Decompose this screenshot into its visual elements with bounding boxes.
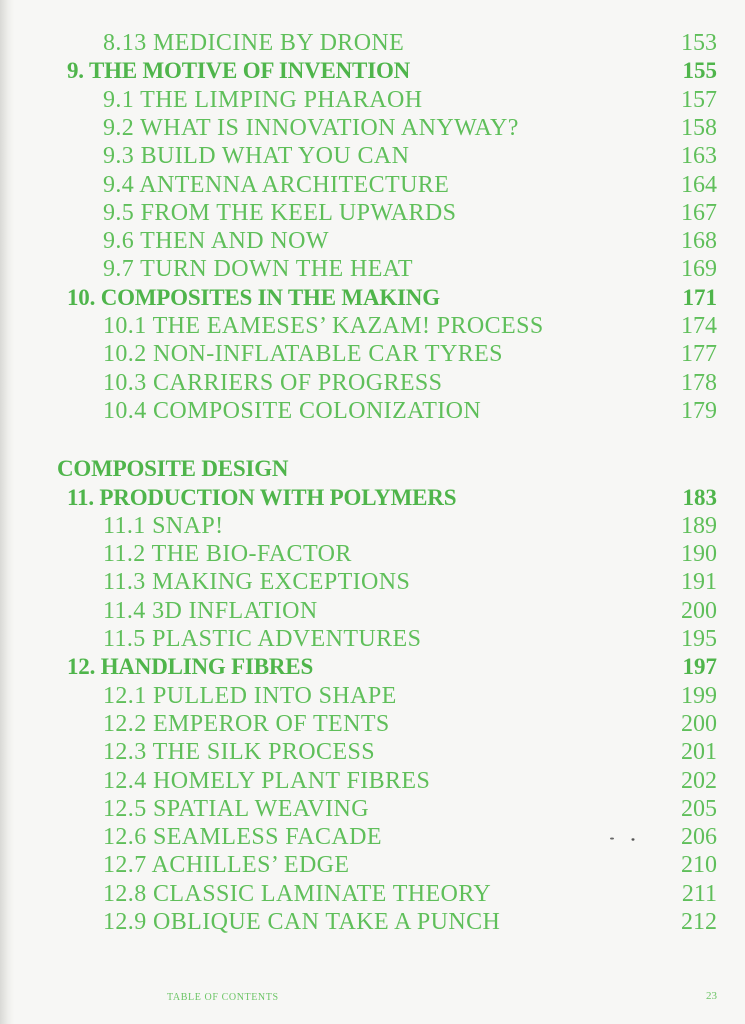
section-entry xyxy=(0,397,745,425)
entry-page-number: 157 xyxy=(681,86,717,113)
entry-title: 11.2 THE BIO-FACTOR xyxy=(103,541,352,568)
section-entry xyxy=(0,767,745,795)
section-entry xyxy=(0,255,745,283)
entry-title: 12.6 SEAMLESS FACADE xyxy=(103,824,382,851)
entry-title: 12.8 CLASSIC LAMINATE THEORY xyxy=(103,880,492,907)
entry-page-number: 164 xyxy=(681,171,717,198)
entry-page-number: 169 xyxy=(681,256,717,283)
entry-title: 9. THE MOTIVE OF INVENTION xyxy=(67,58,411,84)
entry-page-number: 178 xyxy=(681,369,717,396)
entry-title: 10.4 COMPOSITE COLONIZATION xyxy=(103,397,482,424)
section-entry xyxy=(0,512,745,540)
entry-title: 11.3 MAKING EXCEPTIONS xyxy=(103,569,411,596)
entry-page-number: 153 xyxy=(681,30,717,56)
section-entry xyxy=(0,171,745,199)
entry-title: 12.4 HOMELY PLANT FIBRES xyxy=(103,767,431,794)
section-entry xyxy=(0,795,745,823)
section-entry xyxy=(0,114,745,142)
entry-page-number: 201 xyxy=(681,739,717,766)
section-entry xyxy=(0,738,745,766)
part-heading xyxy=(0,455,745,483)
entry-page-number: 163 xyxy=(681,143,717,170)
entry-page-number: 200 xyxy=(681,597,717,624)
entry-page-number: 212 xyxy=(681,909,717,935)
entry-title: 10.2 NON-INFLATABLE CAR TYRES xyxy=(103,341,503,368)
section-entry xyxy=(0,227,745,255)
section-entry xyxy=(0,851,745,879)
entry-title: 12. HANDLING FIBRES xyxy=(67,654,314,680)
chapter-entry xyxy=(0,57,745,85)
entry-title: 9.2 WHAT IS INNOVATION ANYWAY? xyxy=(103,114,519,141)
section-entry xyxy=(0,597,745,625)
entry-title: 12.7 ACHILLES’ EDGE xyxy=(103,852,350,879)
entry-page-number: 202 xyxy=(681,767,717,794)
entry-page-number: 190 xyxy=(681,541,717,568)
entry-page-number: 179 xyxy=(681,397,717,424)
entry-title: 9.5 FROM THE KEEL UPWARDS xyxy=(103,199,457,226)
section-entry xyxy=(0,29,745,57)
entry-title: 12.9 OBLIQUE CAN TAKE A PUNCH xyxy=(103,909,501,935)
entry-title: 12.5 SPATIAL WEAVING xyxy=(103,795,370,822)
entry-title: 9.4 ANTENNA ARCHITECTURE xyxy=(103,171,450,198)
entry-page-number: 167 xyxy=(681,199,717,226)
entry-page-number: 177 xyxy=(681,341,717,368)
section-entry xyxy=(0,540,745,568)
section-entry xyxy=(0,880,745,908)
entry-page-number: 155 xyxy=(682,58,717,84)
entry-title: 9.3 BUILD WHAT YOU CAN xyxy=(103,143,410,170)
entry-page-number: 200 xyxy=(681,710,717,737)
section-entry xyxy=(0,312,745,340)
entry-page-number: 206 xyxy=(681,824,717,851)
print-specks xyxy=(608,836,638,842)
entry-page-number: 205 xyxy=(681,795,717,822)
entry-page-number: 199 xyxy=(681,682,717,709)
entry-title: 9.1 THE LIMPING PHARAOH xyxy=(103,86,423,113)
entry-page-number: 158 xyxy=(681,114,717,141)
entry-page-number: 191 xyxy=(681,569,717,596)
footer-page-number: 23 xyxy=(706,990,717,1002)
entry-title: 9.6 THEN AND NOW xyxy=(103,228,329,255)
entry-title: 10.3 CARRIERS OF PROGRESS xyxy=(103,369,443,396)
section-entry xyxy=(0,340,745,368)
entry-page-number: 197 xyxy=(682,654,717,680)
entry-title: 11.4 3D INFLATION xyxy=(103,597,318,624)
chapter-entry xyxy=(0,484,745,512)
entry-page-number: 183 xyxy=(682,484,717,510)
section-entry xyxy=(0,625,745,653)
chapter-entry xyxy=(0,653,745,681)
entry-title: 11.1 SNAP! xyxy=(103,512,224,539)
entry-title: 10. COMPOSITES IN THE MAKING xyxy=(67,284,440,310)
entry-title: 12.3 THE SILK PROCESS xyxy=(103,739,376,766)
section-entry xyxy=(0,369,745,397)
entry-page-number: 210 xyxy=(681,852,717,879)
entry-title: 10.1 THE EAMESES’ KAZAM! PROCESS xyxy=(103,313,544,339)
entry-page-number: 174 xyxy=(681,313,717,339)
entry-title: 9.7 TURN DOWN THE HEAT xyxy=(103,256,413,283)
entry-page-number: 189 xyxy=(681,512,717,539)
entry-title: 12.2 EMPEROR OF TENTS xyxy=(103,710,390,737)
entry-page-number: 171 xyxy=(682,284,717,310)
entry-page-number: 168 xyxy=(681,228,717,255)
section-entry xyxy=(0,682,745,710)
section-entry xyxy=(0,142,745,170)
section-entry xyxy=(0,199,745,227)
entry-page-number: 195 xyxy=(681,626,717,652)
section-entry xyxy=(0,710,745,738)
chapter-entry xyxy=(0,284,745,312)
section-entry xyxy=(0,86,745,114)
entry-title: 8.13 MEDICINE BY DRONE xyxy=(103,30,405,56)
entry-title: 11.5 PLASTIC ADVENTURES xyxy=(103,626,422,652)
footer-section-label: TABLE OF CONTENTS xyxy=(167,992,279,1003)
entry-page-number: 211 xyxy=(681,880,717,907)
entry-title: 11. PRODUCTION WITH POLYMERS xyxy=(67,484,457,510)
section-entry xyxy=(0,908,745,936)
entry-title: 12.1 PULLED INTO SHAPE xyxy=(103,682,397,709)
section-entry xyxy=(0,568,745,596)
entry-title: COMPOSITE DESIGN xyxy=(57,456,289,482)
